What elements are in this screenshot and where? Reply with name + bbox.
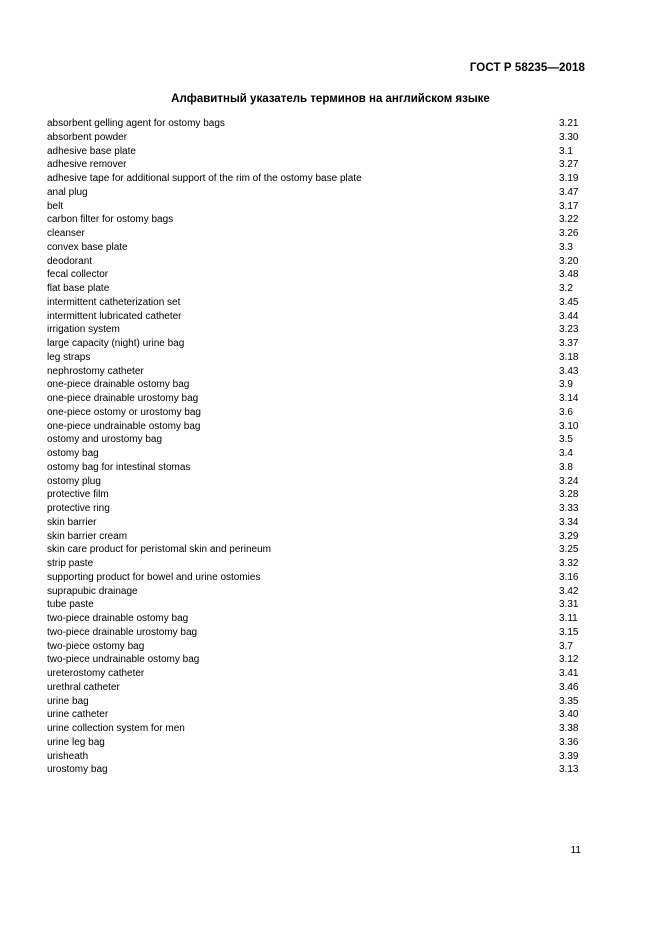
index-entry xyxy=(47,763,581,777)
term-index-list xyxy=(47,117,581,777)
index-term: adhesive remover xyxy=(47,159,127,171)
index-entry xyxy=(47,667,581,681)
index-term: adhesive tape for additional support of the rim of the ostomy base plate xyxy=(47,173,362,184)
index-reference: 3.21 xyxy=(559,118,579,129)
index-term: nephrostomy catheter xyxy=(47,365,144,377)
index-reference: 3.1 xyxy=(559,145,573,157)
index-entry xyxy=(47,158,581,172)
index-term: ostomy plug xyxy=(47,475,101,487)
index-term: protective ring xyxy=(47,503,110,514)
index-term: large capacity (night) urine bag xyxy=(47,338,185,349)
index-entry xyxy=(47,227,581,241)
index-reference: 3.8 xyxy=(559,461,573,473)
index-entry xyxy=(47,213,581,227)
index-term: ureterostomy catheter xyxy=(47,668,145,679)
index-term: strip paste xyxy=(47,558,94,569)
index-reference: 3.42 xyxy=(559,585,579,597)
index-term: one-piece ostomy or urostomy bag xyxy=(47,406,201,418)
index-reference: 3.38 xyxy=(559,723,579,734)
index-reference: 3.9 xyxy=(559,379,573,391)
index-entry xyxy=(47,750,581,764)
index-entry xyxy=(47,200,581,214)
index-reference: 3.10 xyxy=(559,420,579,432)
index-reference: 3.37 xyxy=(559,338,579,349)
index-term: belt xyxy=(47,200,64,212)
index-term: ostomy bag xyxy=(47,448,99,459)
index-entry xyxy=(47,516,581,530)
index-term: urisheath xyxy=(47,750,89,762)
index-entry xyxy=(47,323,581,337)
index-term: skin care product for peristomal skin and perineum xyxy=(47,544,271,556)
index-reference: 3.26 xyxy=(559,228,579,239)
index-term: two-piece ostomy bag xyxy=(47,640,145,652)
index-reference: 3.32 xyxy=(559,558,579,569)
index-entry xyxy=(47,310,581,324)
index-reference: 3.39 xyxy=(559,750,579,762)
index-term: adhesive base plate xyxy=(47,145,136,157)
index-entry xyxy=(47,571,581,585)
index-reference: 3.30 xyxy=(559,131,579,143)
index-term: anal plug xyxy=(47,186,88,198)
index-reference: 3.46 xyxy=(559,681,579,693)
index-reference: 3.25 xyxy=(559,544,579,556)
index-reference: 3.23 xyxy=(559,324,579,336)
index-term: leg straps xyxy=(47,351,91,363)
index-entry xyxy=(47,378,581,392)
index-entry xyxy=(47,351,581,365)
index-entry xyxy=(47,736,581,750)
index-entry xyxy=(47,557,581,571)
index-term: urostomy bag xyxy=(47,764,108,776)
index-reference: 3.7 xyxy=(559,640,573,652)
index-reference: 3.44 xyxy=(559,310,579,322)
index-term: supporting product for bowel and urine ostomies xyxy=(47,571,261,583)
index-term: cleanser xyxy=(47,228,85,239)
index-term: urine collection system for men xyxy=(47,723,185,734)
index-term: protective film xyxy=(47,489,109,501)
index-entry xyxy=(47,131,581,145)
index-entry xyxy=(47,543,581,557)
index-term: irrigation system xyxy=(47,324,120,336)
index-entry xyxy=(47,695,581,709)
index-term: suprapubic drainage xyxy=(47,585,138,597)
index-term: two-piece undrainable ostomy bag xyxy=(47,654,200,666)
index-term: absorbent powder xyxy=(47,131,128,143)
standard-designation: ГОСТ Р 58235—2018 xyxy=(469,62,585,74)
index-reference: 3.28 xyxy=(559,489,579,501)
index-term: flat base plate xyxy=(47,283,110,294)
index-term: skin barrier cream xyxy=(47,530,128,542)
index-reference: 3.15 xyxy=(559,626,579,638)
index-reference: 3.2 xyxy=(559,283,573,294)
index-reference: 3.6 xyxy=(559,406,573,418)
index-reference: 3.5 xyxy=(559,434,573,446)
index-term: intermittent catheterization set xyxy=(47,296,181,308)
index-entry xyxy=(47,626,581,640)
index-entry xyxy=(47,186,581,200)
index-term: intermittent lubricated catheter xyxy=(47,310,182,322)
index-reference: 3.3 xyxy=(559,241,573,253)
index-reference: 3.33 xyxy=(559,503,579,514)
index-term: carbon filter for ostomy bags xyxy=(47,214,174,226)
index-reference: 3.17 xyxy=(559,200,579,212)
index-entry xyxy=(47,722,581,736)
index-term: tube paste xyxy=(47,599,94,611)
index-reference: 3.22 xyxy=(559,214,579,226)
index-entry xyxy=(47,502,581,516)
index-term: two-piece drainable ostomy bag xyxy=(47,613,189,624)
index-reference: 3.31 xyxy=(559,599,579,611)
index-reference: 3.13 xyxy=(559,764,579,776)
index-entry xyxy=(47,337,581,351)
index-reference: 3.34 xyxy=(559,516,579,528)
index-entry xyxy=(47,681,581,695)
index-entry xyxy=(47,296,581,310)
index-entry xyxy=(47,117,581,131)
index-reference: 3.48 xyxy=(559,269,579,281)
index-term: urine leg bag xyxy=(47,736,105,748)
index-reference: 3.11 xyxy=(559,613,578,624)
index-entry xyxy=(47,241,581,255)
index-reference: 3.16 xyxy=(559,571,579,583)
page-number: 11 xyxy=(570,845,581,856)
index-entry xyxy=(47,612,581,626)
index-entry xyxy=(47,268,581,282)
index-term: convex base plate xyxy=(47,241,128,253)
index-entry xyxy=(47,585,581,599)
index-reference: 3.41 xyxy=(559,668,579,679)
index-entry xyxy=(47,488,581,502)
index-title: Алфавитный указатель терминов на английском языке xyxy=(171,93,490,105)
index-entry xyxy=(47,145,581,159)
index-entry xyxy=(47,640,581,654)
index-reference: 3.24 xyxy=(559,475,579,487)
index-entry xyxy=(47,530,581,544)
index-reference: 3.20 xyxy=(559,255,579,267)
index-term: fecal collector xyxy=(47,269,109,281)
index-entry xyxy=(47,653,581,667)
index-term: two-piece drainable urostomy bag xyxy=(47,626,198,638)
index-reference: 3.35 xyxy=(559,695,579,707)
index-term: urethral catheter xyxy=(47,681,120,693)
index-term: ostomy bag for intestinal stomas xyxy=(47,461,191,473)
index-term: one-piece undrainable ostomy bag xyxy=(47,420,201,432)
index-entry xyxy=(47,708,581,722)
index-entry xyxy=(47,255,581,269)
index-reference: 3.43 xyxy=(559,365,579,377)
index-term: deodorant xyxy=(47,255,93,267)
index-reference: 3.19 xyxy=(559,173,579,184)
index-entry xyxy=(47,172,581,186)
index-reference: 3.36 xyxy=(559,736,579,748)
index-reference: 3.47 xyxy=(559,186,579,198)
index-term: skin barrier xyxy=(47,516,97,528)
index-entry xyxy=(47,420,581,434)
index-entry xyxy=(47,461,581,475)
index-entry xyxy=(47,447,581,461)
index-term: absorbent gelling agent for ostomy bags xyxy=(47,118,225,129)
index-term: one-piece drainable urostomy bag xyxy=(47,393,199,404)
index-entry xyxy=(47,282,581,296)
index-reference: 3.12 xyxy=(559,654,579,666)
index-entry xyxy=(47,392,581,406)
index-entry xyxy=(47,433,581,447)
index-entry xyxy=(47,598,581,612)
index-reference: 3.29 xyxy=(559,530,579,542)
index-reference: 3.14 xyxy=(559,393,579,404)
index-reference: 3.27 xyxy=(559,159,579,171)
index-term: urine bag xyxy=(47,695,89,707)
index-term: ostomy and urostomy bag xyxy=(47,434,163,446)
index-term: urine catheter xyxy=(47,709,109,721)
index-term: one-piece drainable ostomy bag xyxy=(47,379,190,391)
index-entry xyxy=(47,365,581,379)
index-entry xyxy=(47,406,581,420)
index-reference: 3.40 xyxy=(559,709,579,721)
index-reference: 3.4 xyxy=(559,448,573,459)
index-entry xyxy=(47,475,581,489)
index-reference: 3.45 xyxy=(559,296,579,308)
index-reference: 3.18 xyxy=(559,351,579,363)
